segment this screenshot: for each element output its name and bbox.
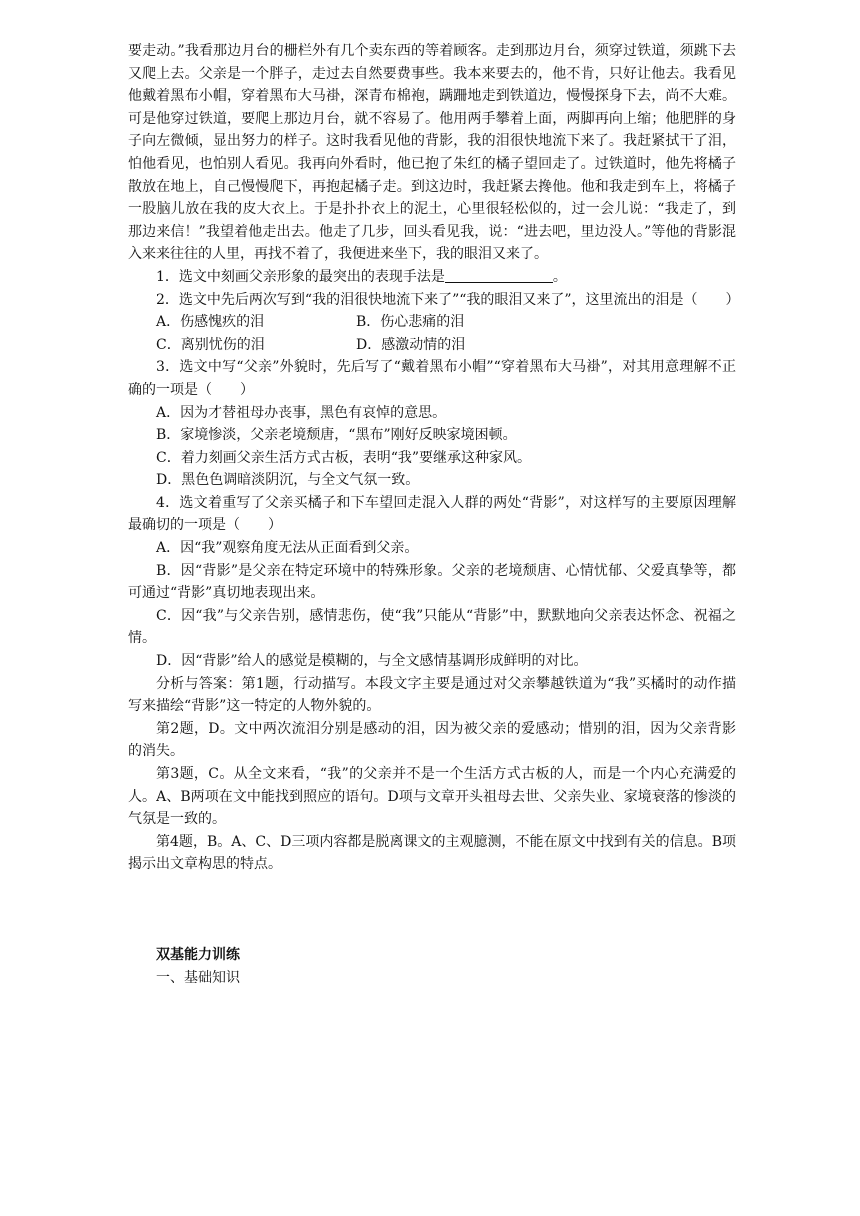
option-d: D．黑色色调暗淡阴沉，与全文气氛一致。 xyxy=(156,472,420,489)
document-page xyxy=(128,40,740,989)
spacer xyxy=(128,876,736,944)
option-c: C．离别忧伤的泪 xyxy=(156,336,265,353)
analysis-q2: 第2题，D。文中两次流泪分别是感动的泪，因为被父亲的爱感动；惜别的泪，因为父亲背影的消失。 xyxy=(128,720,736,760)
option-d: D．感激动情的泪 xyxy=(356,336,466,353)
option-b: B．因“背影”是父亲在特定环境中的特殊形象。父亲的老境颓唐、心情忧郁、父爱真挚等，都可通过“背影”真切地表现出来。 xyxy=(128,562,736,602)
question-4-stem: 4．选文着重写了父亲买橘子和下车望回走混入人群的两处“背影”，对这样写的主要原因理解最确切的一项是（ ） xyxy=(128,494,736,534)
question-3-stem: 3．选文中写“父亲”外貌时，先后写了“戴着黑布小帽”“穿着黑布大马褂”，对其用意理解不正确的一项是（ ） xyxy=(128,359,736,398)
question-1 xyxy=(128,266,736,289)
question-1-text: 1．选文中刻画父亲形象的最突出的表现手法是 xyxy=(156,268,445,285)
section-subtitle: 一、基础知识 xyxy=(156,969,240,986)
option-d: D．因“背影”给人的感觉是模糊的，与全文感情基调形成鲜明的对比。 xyxy=(156,653,588,670)
option-a: A．因“我”观察角度无法从正面看到父亲。 xyxy=(156,540,419,557)
answer-blank[interactable] xyxy=(445,268,553,283)
question-2-stem: 2．选文中先后两次写到“我的泪很快地流下来了”“我的眼泪又来了”，这里流出的泪是（ ） xyxy=(156,291,740,308)
option-a: A．伤感愧疚的泪 xyxy=(156,314,265,331)
analysis-q3: 第3题，C。从全文来看，“我”的父亲并不是一个生活方式古板的人，而是一个内心充满爱的人。A、B两项在文中能找到照应的语句。D项与文章开头祖母去世、父亲失业、家境衰落的惨淡的气氛是一致的。 xyxy=(128,766,736,828)
analysis-intro: 分析与答案：第1题，行动描写。本段文字主要是通过对父亲攀越铁道为“我”买橘时的动作描写来描绘“背影”这一特定的人物外貌的。 xyxy=(128,675,736,715)
question-2-options-row-1 xyxy=(128,311,736,334)
option-c: C．因“我”与父亲告别，感情悲伤，使“我”只能从“背影”中，默默地向父亲表达怀念、祝福之情。 xyxy=(128,607,736,647)
analysis-q4: 第4题，B。A、C、D三项内容都是脱离课文的主观臆测，不能在原文中找到有关的信息。B项揭示出文章构思的特点。 xyxy=(128,833,736,873)
option-b: B．家境惨淡，父亲老境颓唐，“黑布”刚好反映家境困顿。 xyxy=(156,427,517,444)
question-2-options-row-2 xyxy=(128,334,736,357)
option-b: B．伤心悲痛的泪 xyxy=(356,314,465,331)
section-title: 双基能力训练 xyxy=(156,946,240,963)
option-c: C．着力刻画父亲生活方式古板，表明“我”要继承这种家风。 xyxy=(156,449,532,466)
passage-paragraph: 要走动。”我看那边月台的栅栏外有几个卖东西的等着顾客。走到那边月台，须穿过铁道，须跳下去又爬上去。父亲是一个胖子，走过去自然要费事些。我本来要去的，他不肯，只好让他去。我看见他戴着黑布小帽，穿着黑布大马褂，深青布棉袍，蹒跚地走到铁道边，慢慢探身下去，尚不大难。可是他穿过铁道，要爬上那边月台，就不容易了。他用两手攀着上面，两脚再向上缩；他肥胖的身子向左微倾，显出努力的样子。这时我看见他的背影，我的泪很快地流下来了。我赶紧拭干了泪，怕他看见，也怕别人看见。我再向外看时，他已抱了朱红的橘子望回走了。过铁道时，他先将橘子散放在地上，自己慢慢爬下，再抱起橘子走。到这边时，我赶紧去搀他。他和我走到车上，将橘子一股脑儿放在我的皮大衣上。于是扑扑衣上的泥土，心里很轻松似的，过一会儿说：“我走了，到那边来信！”我望着他走出去。他走了几步，回头看见我，说：“进去吧，里边没人。”等他的背影混入来来往往的人里，再找不着了，我便进来坐下，我的眼泪又来了。 xyxy=(128,43,736,263)
question-1-end: 。 xyxy=(552,268,567,285)
option-a: A．因为才替祖母办丧事，黑色有哀悼的意思。 xyxy=(156,404,447,421)
